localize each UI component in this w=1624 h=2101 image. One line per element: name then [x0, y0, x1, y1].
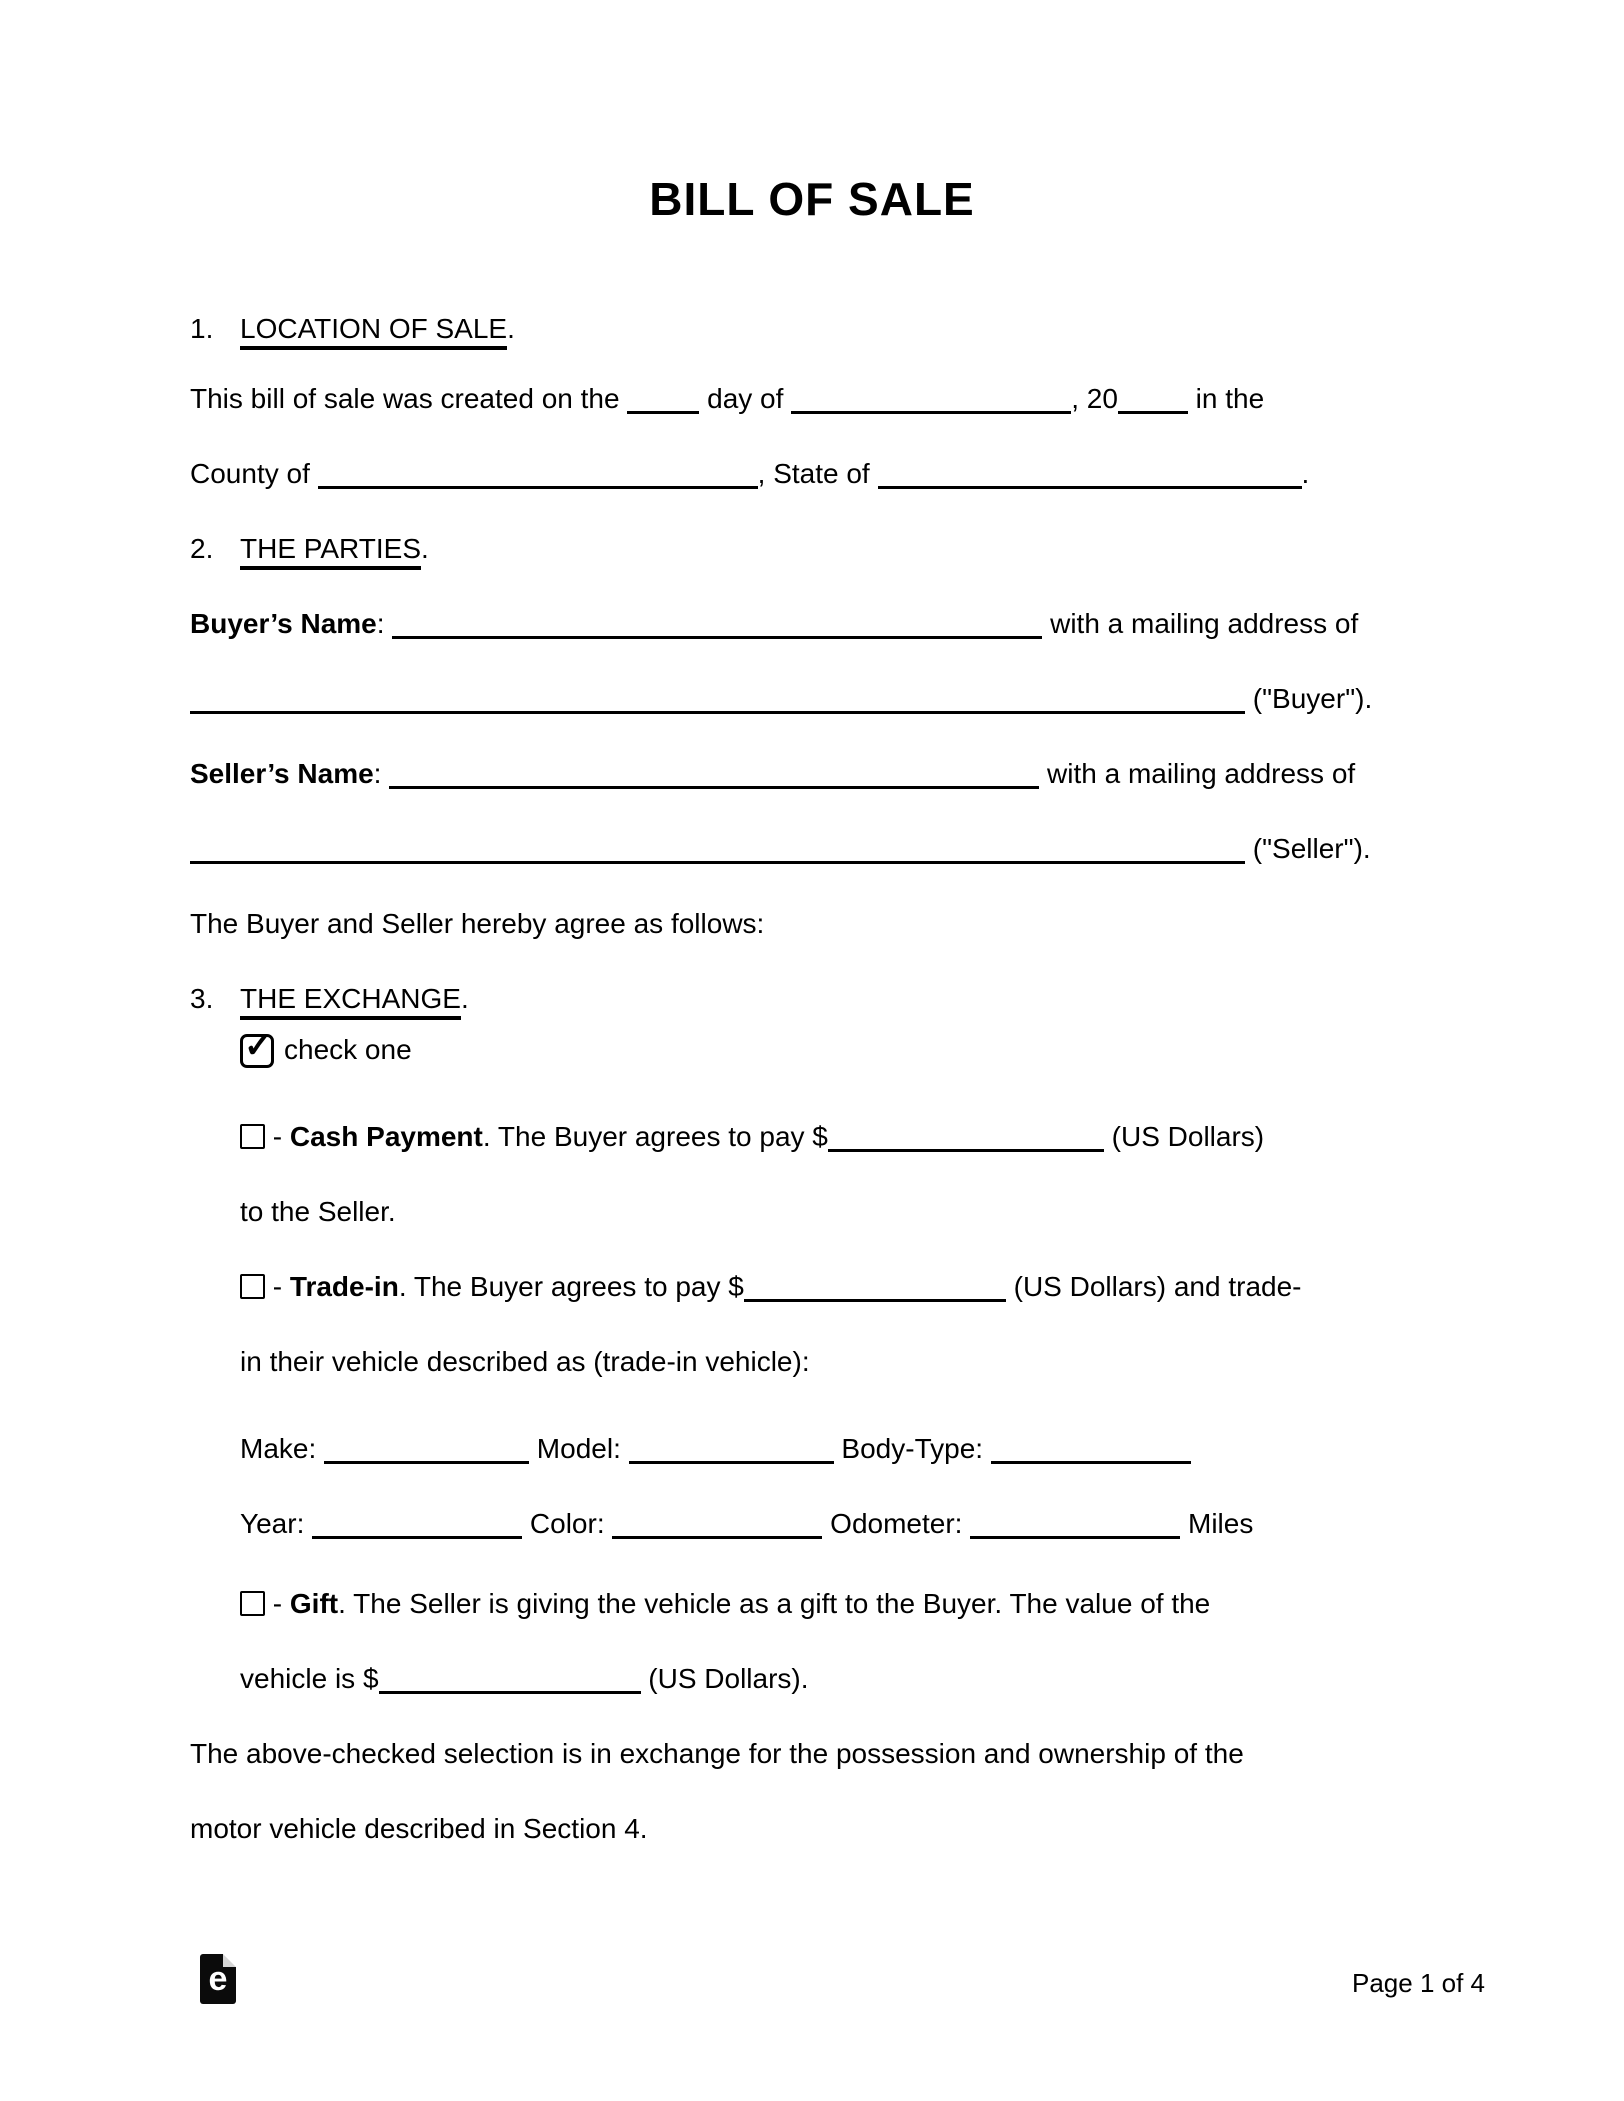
cash-payment-label: Cash Payment: [289, 1121, 483, 1152]
section2-period: .: [421, 533, 429, 564]
location-text-4: in the: [1187, 383, 1265, 414]
trade-in-line: [240, 1270, 1302, 1304]
make-blank[interactable]: [324, 1437, 529, 1464]
seller-address-line: [190, 832, 1371, 866]
buyer-address-line: [190, 682, 1372, 716]
county-label: County of: [190, 458, 318, 489]
buyer-address-blank[interactable]: [190, 687, 1245, 714]
vehicle-year-blank[interactable]: [312, 1512, 522, 1539]
vehicle-year-line: [240, 1507, 1253, 1541]
section1-number: 1.: [190, 313, 214, 344]
model-label: Model:: [529, 1433, 629, 1464]
seller-paren-text: ("Seller").: [1245, 833, 1371, 864]
cash-dash: -: [265, 1121, 290, 1152]
agreement-intro: The Buyer and Seller hereby agree as follows:: [190, 908, 765, 939]
check-one-line: [240, 1027, 412, 1068]
trade-in-label: Trade-in: [289, 1271, 399, 1302]
trade-dash: -: [265, 1271, 290, 1302]
cash-payment-checkbox[interactable]: [240, 1124, 265, 1149]
year-blank[interactable]: [1118, 387, 1188, 414]
seller-address-blank[interactable]: [190, 837, 1245, 864]
section1-period: .: [507, 313, 515, 344]
body-type-label: Body-Type:: [833, 1433, 991, 1464]
body-type-blank[interactable]: [991, 1437, 1191, 1464]
cash-amount-blank[interactable]: [828, 1125, 1104, 1152]
checkmark-icon: ✓: [244, 1027, 273, 1065]
section3-period: .: [460, 983, 469, 1014]
buyer-paren-text: ("Buyer").: [1245, 683, 1373, 714]
section1-heading: [190, 312, 515, 346]
section3-heading: [190, 982, 469, 1016]
location-sentence-line1: [190, 382, 1264, 416]
make-label: Make:: [240, 1433, 325, 1464]
miles-label: Miles: [1180, 1508, 1254, 1539]
section2-heading: [190, 532, 429, 566]
location-sentence-line2: [190, 457, 1309, 491]
seller-name-suffix: with a mailing address of: [1039, 758, 1356, 789]
closing-line1: The above-checked selection is in exchange for the possession and ownership of the: [190, 1738, 1244, 1769]
check-one-checkbox[interactable]: [240, 1027, 274, 1068]
month-blank[interactable]: [791, 387, 1071, 414]
section2-heading-text: THE PARTIES: [240, 533, 421, 570]
color-blank[interactable]: [612, 1512, 822, 1539]
buyer-name-line: [190, 607, 1358, 641]
cash-payment-suffix: (US Dollars): [1103, 1121, 1265, 1152]
eforms-logo: [200, 1954, 236, 2004]
trade-amount-blank[interactable]: [744, 1275, 1006, 1302]
state-label: , State of: [757, 458, 878, 489]
check-one-label: check one: [284, 1034, 412, 1065]
seller-name-colon: :: [373, 758, 390, 789]
document-title: BILL OF SALE: [649, 173, 975, 225]
gift-text: . The Seller is giving the vehicle as a gift to the Buyer. The value of the: [338, 1588, 1211, 1619]
cash-payment-text: . The Buyer agrees to pay $: [482, 1121, 828, 1152]
seller-name-label: Seller’s Name: [190, 758, 374, 789]
gift-line: [240, 1587, 1210, 1621]
state-blank[interactable]: [878, 462, 1302, 489]
year-label: Year:: [240, 1508, 313, 1539]
odometer-label: Odometer:: [822, 1508, 971, 1539]
buyer-name-colon: :: [376, 608, 393, 639]
location-period: .: [1301, 458, 1310, 489]
location-text-2: day of: [699, 383, 792, 414]
gift-value-blank[interactable]: [379, 1667, 641, 1694]
logo-letter: e: [208, 1960, 228, 1998]
trade-in-checkbox[interactable]: [240, 1274, 265, 1299]
buyer-name-suffix: with a mailing address of: [1042, 608, 1359, 639]
gift-value-pre: vehicle is $: [240, 1663, 379, 1694]
cash-payment-line: [240, 1120, 1264, 1154]
closing-line2: motor vehicle described in Section 4.: [190, 1813, 648, 1844]
trade-in-cont: in their vehicle described as (trade-in vehicle):: [240, 1346, 810, 1377]
trade-in-suffix: (US Dollars) and trade-: [1005, 1271, 1302, 1302]
county-blank[interactable]: [318, 462, 758, 489]
buyer-name-blank[interactable]: [392, 612, 1042, 639]
gift-cont: [240, 1662, 809, 1696]
cash-payment-cont: to the Seller.: [240, 1196, 396, 1227]
vehicle-make-line: [240, 1432, 1191, 1466]
buyer-name-label: Buyer’s Name: [190, 608, 377, 639]
color-label: Color:: [522, 1508, 613, 1539]
trade-in-text: . The Buyer agrees to pay $: [398, 1271, 744, 1302]
model-blank[interactable]: [629, 1437, 834, 1464]
seller-name-line: [190, 757, 1355, 791]
section3-number: 3.: [190, 983, 214, 1014]
gift-value-suffix: (US Dollars).: [640, 1663, 809, 1694]
location-text-1: This bill of sale was created on the: [190, 383, 628, 414]
gift-checkbox[interactable]: [240, 1591, 265, 1616]
seller-name-blank[interactable]: [389, 762, 1039, 789]
odometer-blank[interactable]: [970, 1512, 1180, 1539]
gift-dash: -: [265, 1588, 290, 1619]
day-blank[interactable]: [627, 387, 699, 414]
section1-heading-text: LOCATION OF SALE: [240, 313, 507, 350]
section3-heading-text: THE EXCHANGE: [240, 983, 461, 1020]
page-number: Page 1 of 4: [1352, 1968, 1485, 1998]
location-text-3: , 20: [1071, 383, 1118, 414]
section2-number: 2.: [190, 533, 214, 564]
gift-label: Gift: [289, 1588, 339, 1619]
